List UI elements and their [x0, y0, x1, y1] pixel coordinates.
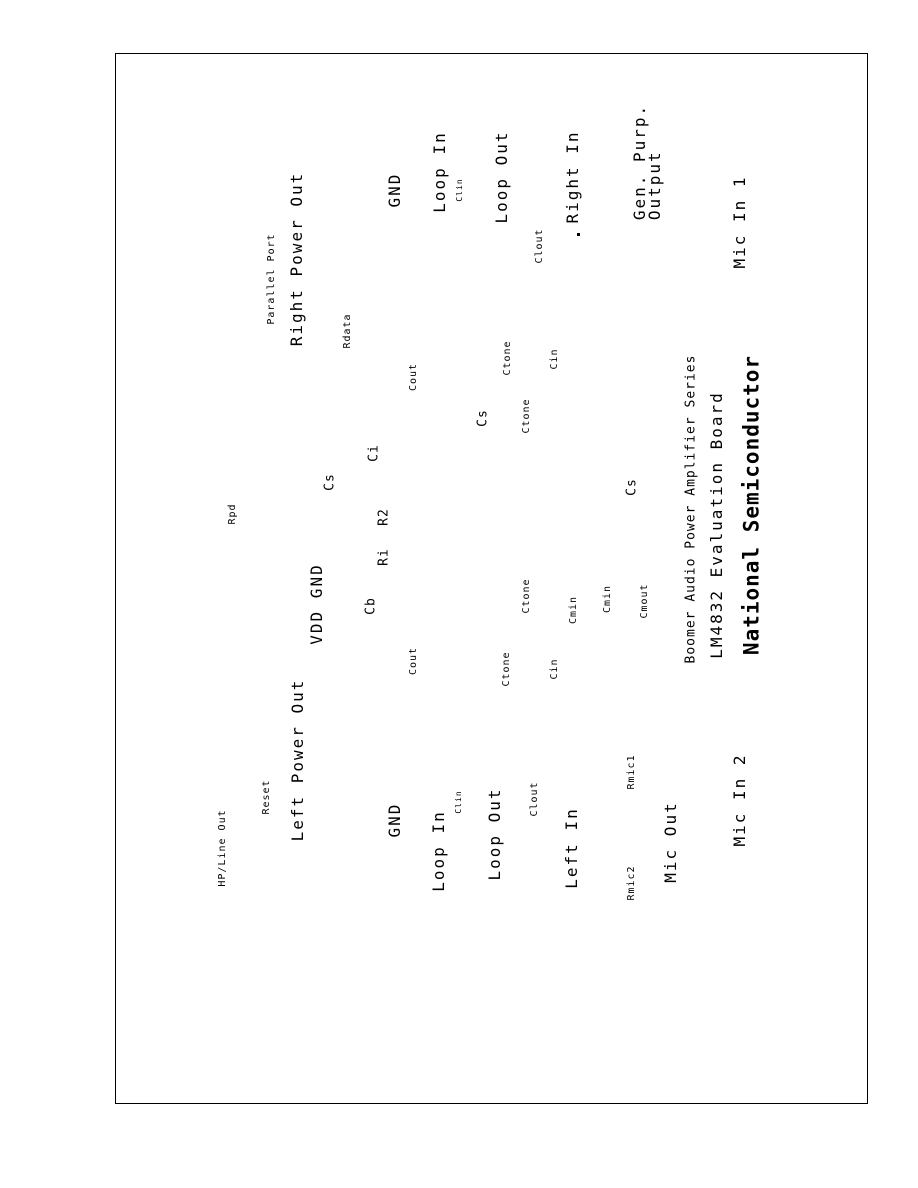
- mic-in-1-label: Mic In 1: [730, 175, 749, 269]
- mic-in-2-label: Mic In 2: [730, 753, 749, 847]
- ctone-d-label: Ctone: [521, 398, 532, 434]
- rmic1-label: Rmic1: [626, 754, 637, 790]
- company-name-title: National Semiconductor: [739, 354, 764, 656]
- cin-right-label: Cin: [549, 348, 560, 370]
- right-power-out-label: Right Power Out: [287, 171, 306, 347]
- cout-left-label: Cout: [408, 646, 419, 676]
- clin-left-label: Clin: [454, 790, 463, 814]
- rpd-label: Rpd: [227, 503, 238, 525]
- cin-left-label: Cin: [549, 658, 560, 680]
- cmout-label: Cmout: [639, 583, 650, 619]
- left-power-out-label: Left Power Out: [288, 678, 307, 842]
- clout-right-label: Clout: [534, 228, 545, 264]
- cs-c-label: Cs: [624, 478, 640, 496]
- ci-label: Ci: [366, 444, 382, 462]
- clin-right-label: Clin: [455, 178, 464, 202]
- board-name-title: LM4832 Evaluation Board: [707, 391, 726, 659]
- loop-in-right-label: Loop In: [430, 131, 449, 213]
- clout-left-label: Clout: [529, 781, 540, 817]
- reset-label: Reset: [261, 779, 272, 815]
- rmic2-label: Rmic2: [626, 865, 637, 901]
- right-in-label: Right In: [563, 130, 582, 224]
- ri-label: Ri: [376, 548, 392, 566]
- vdd-gnd-label: VDD GND: [307, 563, 326, 645]
- left-in-label: Left In: [562, 807, 581, 889]
- gen-purp-output-label: Gen. Purp. Output: [629, 103, 664, 221]
- cb-label: Cb: [363, 597, 379, 615]
- cout-right-label: Cout: [408, 362, 419, 392]
- loop-out-left-label: Loop Out: [485, 787, 504, 881]
- gnd-left-label: GND: [385, 802, 404, 838]
- parallel-port-label: Parallel Port: [266, 233, 277, 325]
- cmin-b-label: Cmin: [602, 584, 613, 614]
- hp-line-out-label: HP/Line Out: [217, 809, 228, 887]
- ctone-a-label: Ctone: [501, 651, 512, 687]
- loop-out-right-label: Loop Out: [492, 130, 511, 224]
- series-title: Boomer Audio Power Amplifier Series: [683, 354, 699, 664]
- r2-label: R2: [376, 508, 392, 526]
- ctone-c-label: Ctone: [502, 340, 513, 376]
- rdata-label: Rdata: [342, 313, 353, 349]
- cs-a-label: Cs: [322, 473, 338, 491]
- mic-out-label: Mic Out: [661, 801, 680, 883]
- cs-b-label: Cs: [475, 409, 491, 427]
- ctone-b-label: Ctone: [521, 578, 532, 614]
- gnd-right-label: GND: [385, 172, 404, 208]
- cmin-a-label: Cmin: [568, 595, 579, 625]
- pin-1-dot: [577, 233, 580, 236]
- loop-in-left-label: Loop In: [429, 810, 448, 892]
